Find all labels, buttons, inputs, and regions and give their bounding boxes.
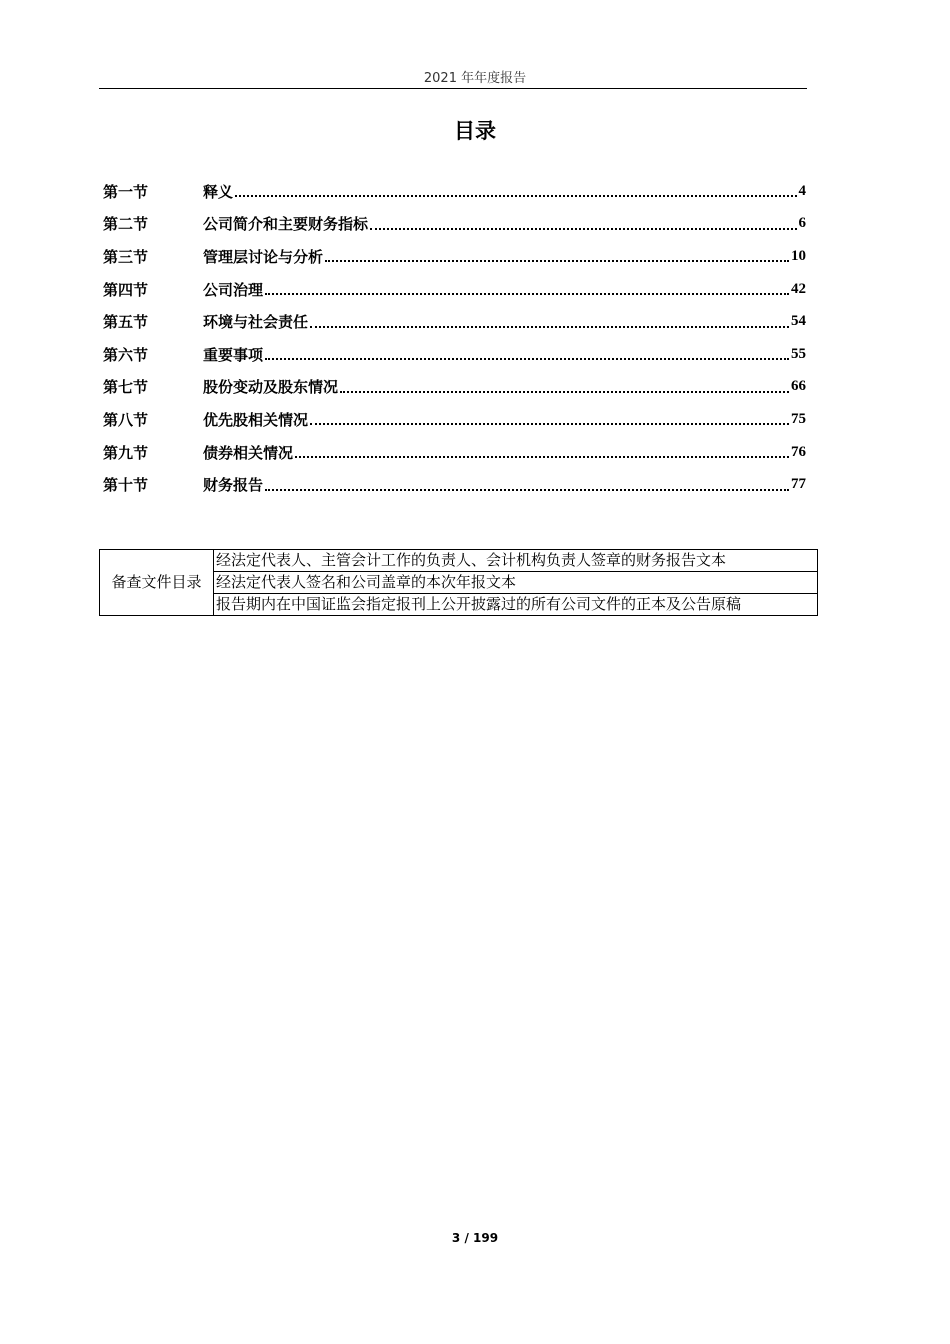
- toc-section-title: 公司简介和主要财务指标: [203, 215, 369, 234]
- toc-section-title: 财务报告: [203, 476, 264, 495]
- toc-section-title: 释义: [203, 182, 234, 201]
- reference-doc-item: 报告期内在中国证监会指定报刊上公开披露过的所有公司文件的正本及公告原稿: [214, 594, 818, 616]
- toc-section-title: 管理层讨论与分析: [203, 247, 324, 266]
- running-header: 2021 年年度报告: [423, 71, 527, 86]
- toc-entry[interactable]: [103, 338, 806, 371]
- toc-page-number: 77: [791, 476, 806, 493]
- toc-entry[interactable]: [103, 175, 806, 208]
- toc-entry[interactable]: [103, 436, 806, 469]
- toc-section-number: 第六节: [103, 345, 149, 364]
- toc-dot-leader: [370, 228, 796, 230]
- toc-dot-leader: [325, 260, 789, 262]
- table-row: [100, 550, 818, 572]
- toc-section-number: 第八节: [103, 410, 149, 429]
- toc-section-number: 第三节: [103, 247, 149, 266]
- toc-section-number: 第五节: [103, 313, 149, 332]
- toc-section-number: 第九节: [103, 443, 149, 462]
- toc-entry[interactable]: [103, 403, 806, 436]
- toc-entry[interactable]: [103, 240, 806, 273]
- toc-page-number: 55: [791, 345, 806, 362]
- table-of-contents: [103, 175, 806, 501]
- toc-page-number: 42: [791, 280, 806, 297]
- page-number-footer: 3 / 199: [451, 1231, 499, 1245]
- header-divider: [99, 88, 807, 89]
- toc-dot-leader: [295, 456, 789, 458]
- reference-docs-label: 备查文件目录: [100, 550, 214, 616]
- reference-documents-table: [99, 549, 818, 616]
- toc-page-number: 76: [791, 443, 806, 460]
- toc-dot-leader: [265, 358, 789, 360]
- toc-page-number: 4: [798, 182, 806, 199]
- reference-doc-item: 经法定代表人签名和公司盖章的本次年报文本: [214, 572, 818, 594]
- toc-page-number: 6: [798, 215, 806, 232]
- toc-dot-leader: [310, 326, 789, 328]
- toc-section-number: 第七节: [103, 378, 149, 397]
- toc-section-number: 第二节: [103, 215, 149, 234]
- toc-entry[interactable]: [103, 208, 806, 241]
- toc-section-title: 环境与社会责任: [203, 313, 309, 332]
- toc-section-title: 优先股相关情况: [203, 410, 309, 429]
- toc-dot-leader: [235, 195, 796, 197]
- toc-entry[interactable]: [103, 273, 806, 306]
- toc-section-number: 第十节: [103, 476, 149, 495]
- toc-dot-leader: [340, 391, 789, 393]
- toc-dot-leader: [310, 423, 789, 425]
- toc-dot-leader: [265, 293, 789, 295]
- page-title: 目录: [454, 119, 496, 143]
- toc-page-number: 54: [791, 313, 806, 330]
- toc-page-number: 10: [791, 247, 806, 264]
- toc-section-title: 股份变动及股东情况: [203, 378, 339, 397]
- toc-section-title: 债券相关情况: [203, 443, 294, 462]
- reference-doc-item: 经法定代表人、主管会计工作的负责人、会计机构负责人签章的财务报告文本: [214, 550, 818, 572]
- toc-section-number: 第一节: [103, 182, 149, 201]
- toc-entry[interactable]: [103, 371, 806, 404]
- toc-dot-leader: [265, 489, 789, 491]
- toc-section-number: 第四节: [103, 280, 149, 299]
- toc-section-title: 公司治理: [203, 280, 264, 299]
- toc-entry[interactable]: [103, 468, 806, 501]
- toc-section-title: 重要事项: [203, 345, 264, 364]
- toc-entry[interactable]: [103, 305, 806, 338]
- toc-page-number: 66: [791, 378, 806, 395]
- toc-page-number: 75: [791, 410, 806, 427]
